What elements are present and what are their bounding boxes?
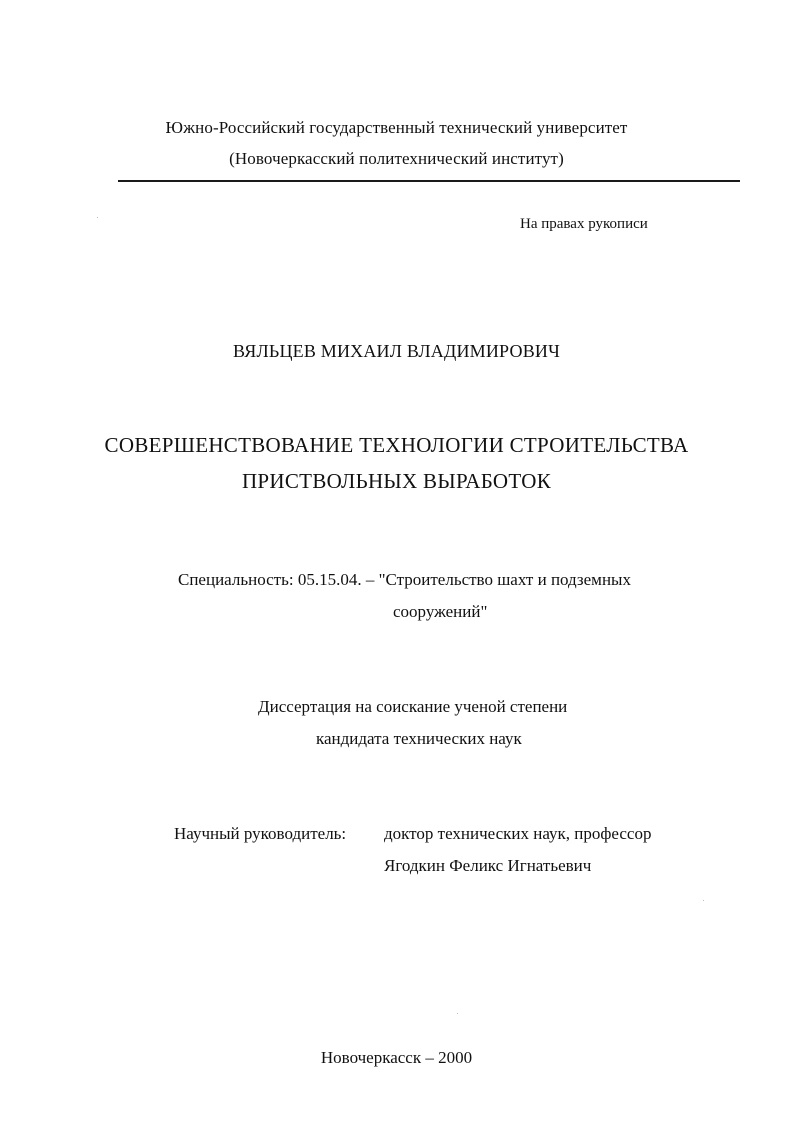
supervisor-label: Научный руководитель: [174,824,347,843]
dissertation-line-2: кандидата технических наук [316,729,522,748]
scan-speck [703,900,704,901]
rights-note: На правах рукописи [520,216,648,232]
dissertation-line-1: Диссертация на соискание ученой степени [258,697,568,716]
supervisor-name: Ягодкин Феликс Игнатьевич [384,856,592,875]
scan-speck [457,1013,458,1014]
place-year: Новочеркасск – 2000 [320,1048,473,1067]
thesis-title-line-2: ПРИСТВОЛЬНЫХ ВЫРАБОТОК [241,469,552,493]
supervisor-degree: доктор технических наук, профессор [384,824,652,843]
institute-name: (Новочеркасский политехнический институт) [229,149,564,168]
thesis-title-line-1: СОВЕРШЕНСТВОВАНИЕ ТЕХНОЛОГИИ СТРОИТЕЛЬСТВА [104,433,689,457]
specialty-line-1: Специальность: 05.15.04. – "Строительство шахт и подземных [178,570,631,589]
author-name: ВЯЛЬЦЕВ МИХАИЛ ВЛАДИМИРОВИЧ [232,341,560,361]
header-rule [118,180,740,182]
scan-speck [97,217,98,218]
specialty-line-2: сооружений" [393,602,488,621]
university-name: Южно-Российский государственный технический университет [165,118,628,137]
